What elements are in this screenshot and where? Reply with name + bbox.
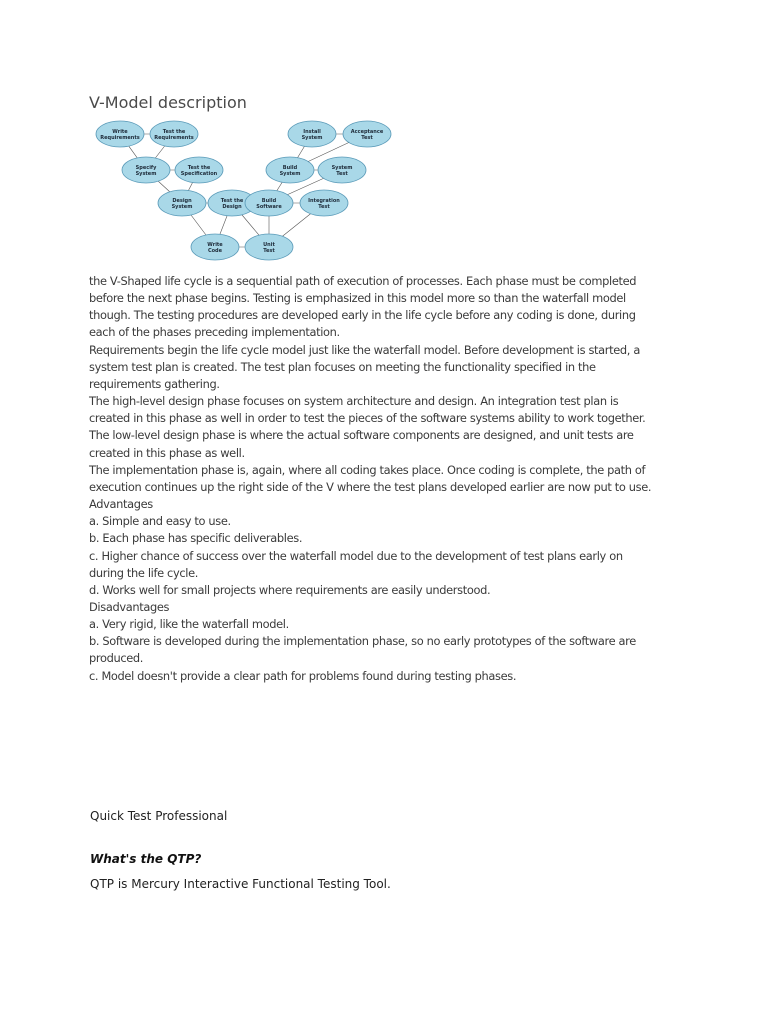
diagram-node-label: System: [171, 204, 193, 210]
diagram-node-label: Build: [282, 165, 298, 171]
body-line: c. Model doesn't provide a clear path for problems found during testing phases.: [89, 668, 517, 683]
body-line: c. Higher chance of success over the waterfall model due to the development of test plans early on: [89, 548, 623, 563]
diagram-node-label: Requirements: [154, 135, 194, 141]
body-line: b. Software is developed during the implementation phase, so no early prototypes of the software are: [89, 634, 636, 649]
diagram-node-label: Test: [263, 248, 275, 254]
diagram-node-label: Integration: [308, 198, 340, 204]
diagram-node-build-system: [266, 157, 314, 183]
body-line: The implementation phase is, again, where all coding takes place. Once coding is complete, the path of: [89, 462, 646, 477]
diagram-node-test-the-requirements: [150, 121, 198, 147]
body-line: though. The testing procedures are developed early in the life cycle before any coding is done, during: [89, 308, 636, 323]
v-model-diagram: [88, 118, 398, 268]
diagram-node-label: Test: [361, 135, 373, 141]
answer-text: QTP is Mercury Interactive Functional Testing Tool.: [90, 877, 391, 891]
diagram-node-label: Test: [318, 204, 330, 210]
body-line: Disadvantages: [89, 599, 170, 614]
diagram-node-write-requirements: [96, 121, 144, 147]
body-line: The low-level design phase is where the actual software components are designed, and unit tests are: [89, 428, 634, 443]
body-text: [89, 273, 689, 685]
question-heading: What's the QTP?: [90, 852, 202, 866]
diagram-node-label: Write: [207, 242, 223, 248]
body-line: produced.: [89, 651, 144, 666]
diagram-node-label: Test the: [187, 165, 211, 171]
body-line: during the life cycle.: [89, 565, 199, 580]
body-line: before the next phase begins. Testing is emphasized in this model more so than the waterfall model: [89, 291, 626, 306]
diagram-node-label: Code: [207, 248, 223, 254]
diagram-node-label: System: [301, 135, 323, 141]
body-line: Advantages: [89, 497, 153, 512]
section-title: Quick Test Professional: [90, 809, 228, 823]
diagram-node-design-system: [158, 190, 206, 216]
diagram-node-label: Unit: [263, 242, 275, 248]
body-line: the V-Shaped life cycle is a sequential path of execution of processes. Each phase must be completed: [89, 274, 637, 288]
diagram-node-label: Test the: [162, 129, 186, 135]
diagram-node-label: Requirements: [100, 135, 140, 141]
diagram-node-label: System: [135, 171, 157, 177]
diagram-node-unit-test: [245, 234, 293, 260]
body-line: created in this phase as well.: [89, 445, 245, 460]
body-line: The high-level design phase focuses on system architecture and design. An integration test plan is: [89, 394, 619, 409]
diagram-node-label: Specify: [135, 165, 157, 171]
body-line: a. Simple and easy to use.: [89, 514, 231, 529]
diagram-node-system-test: [318, 157, 366, 183]
diagram-node-acceptance-test: [343, 121, 391, 147]
diagram-node-label: Build: [261, 198, 277, 204]
diagram-node-label: Install: [303, 129, 321, 135]
diagram-node-install-system: [288, 121, 336, 147]
diagram-node-label: System: [279, 171, 301, 177]
body-line: requirements gathering.: [89, 376, 220, 391]
diagram-node-label: Acceptance: [350, 129, 384, 135]
diagram-node-specify-system: [122, 157, 170, 183]
body-line: system test plan is created. The test plan focuses on meeting the functionality specified in the: [89, 359, 596, 374]
page-heading: V-Model description: [89, 93, 247, 112]
diagram-node-label: Software: [256, 204, 282, 210]
body-line: each of the phases preceding implementation.: [89, 325, 340, 340]
diagram-node-label: Test: [336, 171, 348, 177]
body-line: Requirements begin the life cycle model just like the waterfall model. Before development is started, a: [89, 342, 640, 357]
diagram-node-label: Test the: [220, 198, 244, 204]
body-line: created in this phase as well in order to test the pieces of the software systems ability to work together.: [89, 411, 646, 426]
diagram-node-label: Write: [112, 129, 128, 135]
diagram-node-write-code: [191, 234, 239, 260]
diagram-node-integration-test: [300, 190, 348, 216]
diagram-node-label: Design: [172, 198, 192, 204]
body-line: d. Works well for small projects where requirements are easily understood.: [89, 582, 491, 597]
diagram-node-build-software: [245, 190, 293, 216]
diagram-node-label: Design: [222, 204, 242, 210]
body-line: execution continues up the right side of the V where the test plans developed earlier are now put to use.: [89, 479, 652, 494]
diagram-node-label: System: [331, 165, 353, 171]
body-line: a. Very rigid, like the waterfall model.: [89, 617, 289, 632]
diagram-node-label: Specification: [180, 171, 218, 177]
body-line: b. Each phase has specific deliverables.: [89, 531, 303, 546]
diagram-node-test-the-specification: [175, 157, 223, 183]
